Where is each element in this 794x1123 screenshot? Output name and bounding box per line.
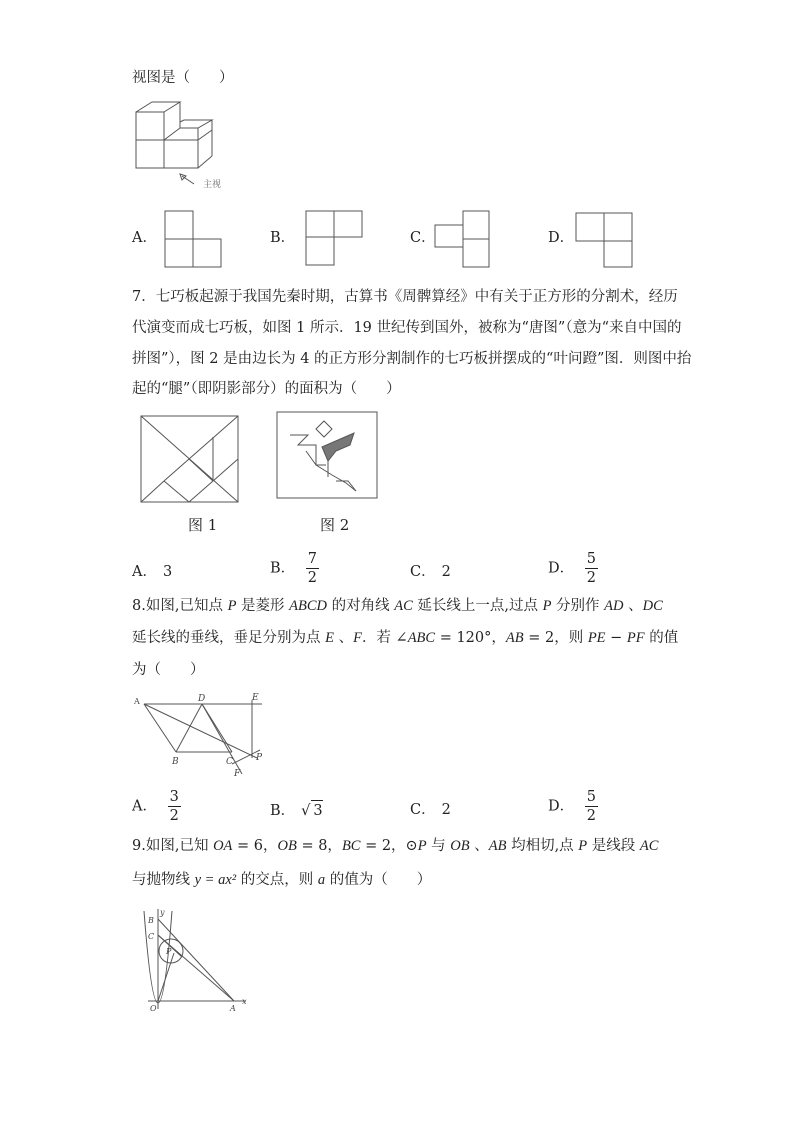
q8-l2-t5: = 2，则 — [523, 630, 588, 646]
q8-l1-p: P — [227, 598, 237, 614]
q8-fig-label-p: P — [256, 753, 263, 763]
q7-option-b-denominator: 2 — [307, 570, 317, 586]
q8-l1-t4: 延长线上一点,过点 — [412, 598, 543, 614]
q9-l1-oa: OA — [213, 838, 233, 854]
q8-option-d-denominator: 2 — [586, 808, 596, 824]
q8-l2-t2: 、 — [333, 630, 354, 646]
q8-option-d-numerator: 5 — [586, 789, 596, 805]
q7-line-3: 拼图”），图 2 是由边长为 4 的正方形分割制作的七巧板拼摆成的“叶问蹬”图．则图中抬 — [132, 351, 692, 367]
q6-option-d-label: D． — [548, 230, 575, 246]
q9-l1-t7: 均相切,点 — [506, 838, 579, 854]
q8-l1-t3: 的对角线 — [327, 598, 395, 614]
q8-l1-t2: 是菱形 — [236, 598, 290, 614]
q8-option-b: B． √ 3 — [270, 800, 323, 821]
q7-option-d-numerator: 5 — [586, 551, 596, 567]
q9-l1-t1: 9.如图,已知 — [132, 838, 214, 854]
q8-option-b-radicand: 3 — [311, 800, 322, 821]
q8-rhombus-figure — [132, 692, 282, 787]
q7-option-a-value: 3 — [162, 564, 173, 580]
q8-option-a-denominator: 2 — [169, 808, 179, 824]
q9-fig-label-o: O — [150, 1004, 157, 1013]
q8-l2-pf: PF — [626, 630, 645, 646]
q8-option-d-label: D． — [548, 798, 575, 815]
q6-option-a-figure — [164, 210, 224, 270]
q8-option-b-label: B． — [270, 803, 296, 819]
q6-option-c-label: C． — [410, 230, 436, 246]
q8-l1-dc: DC — [642, 598, 663, 614]
q9-l1-p2: P — [578, 838, 588, 854]
q8-option-a — [132, 788, 181, 825]
q8-l2-e: E — [325, 630, 334, 646]
q7-option-a — [132, 562, 172, 582]
q9-fig-label-a: A — [230, 1004, 236, 1013]
q9-l1-ac: AC — [639, 838, 659, 854]
q8-fig-label-b: B — [172, 757, 179, 767]
q8-l1-t5: 分别作 — [551, 598, 605, 614]
q7-figure-1-tangram — [140, 415, 240, 505]
q7-option-c — [410, 562, 451, 582]
q8-fig-label-c: C — [226, 757, 233, 767]
q6-stem: 视图是（ ） — [132, 70, 234, 86]
q9-fig-label-c: C — [148, 932, 155, 941]
q9-l2-equation: y = ax² — [194, 872, 237, 888]
q8-l2-t1: 延长线的垂线，垂足分别为点 — [132, 630, 326, 646]
q9-l1-ob2: OB — [450, 838, 470, 854]
q6-figure-note: 主视 — [203, 180, 222, 190]
q6-solid-figure — [132, 98, 242, 193]
q6-option-d-figure — [575, 210, 641, 270]
q7-option-d-label: D． — [548, 560, 575, 577]
q9-fig-label-b: B — [148, 916, 154, 925]
q7-option-d-denominator: 2 — [586, 570, 596, 586]
q8-l2-abc: ABC — [407, 630, 436, 646]
q8-option-c-label: C． — [410, 802, 436, 818]
q9-l1-t2: = 6， — [232, 838, 278, 854]
q8-l2-t6: 的值 — [644, 630, 679, 646]
q9-fig-label-y: y — [160, 908, 165, 917]
q7-line-2: 代演变而成七巧板，如图 1 所示．19 世纪传到国外，被称为“唐图”（意为“来自中国的 — [132, 320, 682, 336]
q9-l1-p: P — [417, 838, 427, 854]
q9-l1-t6: 、 — [469, 838, 489, 854]
q8-l1-p2: P — [542, 598, 552, 614]
q7-figure-2-tangram — [276, 411, 380, 501]
q9-l1-t3: = 8， — [296, 838, 342, 854]
q7-option-d — [548, 550, 598, 587]
q9-l1-bc: BC — [341, 838, 361, 854]
q7-figure-2-caption: 图 2 — [320, 516, 350, 534]
q8-option-c — [410, 800, 451, 820]
q8-l2-f: F — [353, 630, 362, 646]
q8-option-a-label: A． — [132, 798, 157, 815]
q7-option-c-value: 2 — [441, 564, 451, 580]
q7-figure-1-caption: 图 1 — [188, 516, 218, 534]
q8-l2-t4: = 120°， — [435, 630, 506, 646]
q9-l2-t2: 的交点，则 — [236, 872, 318, 888]
q7-option-c-label: C． — [410, 564, 436, 580]
q8-fig-label-f: F — [234, 769, 241, 779]
q7-line-4: 起的“腿”（即阴影部分）的面积为（ ） — [132, 381, 401, 397]
q9-l2-t1: 与抛物线 — [132, 872, 195, 888]
q7-option-b-label: B． — [270, 560, 296, 577]
q8-option-c-value: 2 — [441, 802, 451, 818]
q9-line-2 — [132, 870, 431, 890]
q9-l2-var: a — [317, 872, 326, 888]
q9-fig-label-x: x — [242, 997, 247, 1006]
q9-fig-label-p: P — [166, 947, 172, 956]
q7-option-a-label: A． — [132, 564, 157, 580]
q8-line-1 — [132, 596, 663, 616]
q9-parabola-figure — [138, 905, 253, 1020]
q6-option-b-label: B． — [270, 230, 296, 246]
q8-line-2 — [132, 628, 678, 648]
q8-option-d — [548, 788, 598, 825]
q8-l2-t3: ．若 ∠ — [361, 630, 408, 646]
q7-option-b — [270, 550, 319, 587]
q8-l2-pe: PE — [587, 630, 606, 646]
q8-fig-label-d: D — [198, 694, 206, 704]
q6-option-c-figure — [434, 210, 494, 270]
q9-l2-t3: 的值为（ ） — [325, 872, 432, 888]
q8-l2-ab: AB — [505, 630, 524, 646]
q7-line-1: 7．七巧板起源于我国先秦时期，古算书《周髀算经》中有关于正方形的分割术，经历 — [132, 289, 678, 305]
q6-option-a-label: A． — [132, 230, 157, 246]
q8-l1-ac: AC — [394, 598, 413, 614]
q9-l1-ab: AB — [488, 838, 507, 854]
q8-l1-t1: 8.如图,已知点 — [132, 598, 228, 614]
q7-option-b-numerator: 7 — [307, 551, 317, 567]
q9-l1-t4: = 2，⊙ — [360, 838, 418, 854]
q8-line-3: 为（ ） — [132, 662, 205, 678]
q8-l1-ad: AD — [604, 598, 624, 614]
q8-l1-abcd: ABCD — [289, 598, 327, 614]
q8-fig-label-e: E — [252, 693, 259, 703]
q9-l1-t8: 是线段 — [587, 838, 640, 854]
q6-option-b-figure — [305, 210, 365, 270]
q8-option-a-numerator: 3 — [169, 789, 179, 805]
q8-l1-t6: 、 — [623, 598, 643, 614]
q8-fig-label-a: A — [134, 697, 140, 706]
q8-l2-minus: − — [605, 630, 627, 646]
q9-l1-t5: 与 — [426, 838, 451, 854]
q9-line-1 — [132, 836, 658, 856]
q9-l1-ob: OB — [277, 838, 297, 854]
